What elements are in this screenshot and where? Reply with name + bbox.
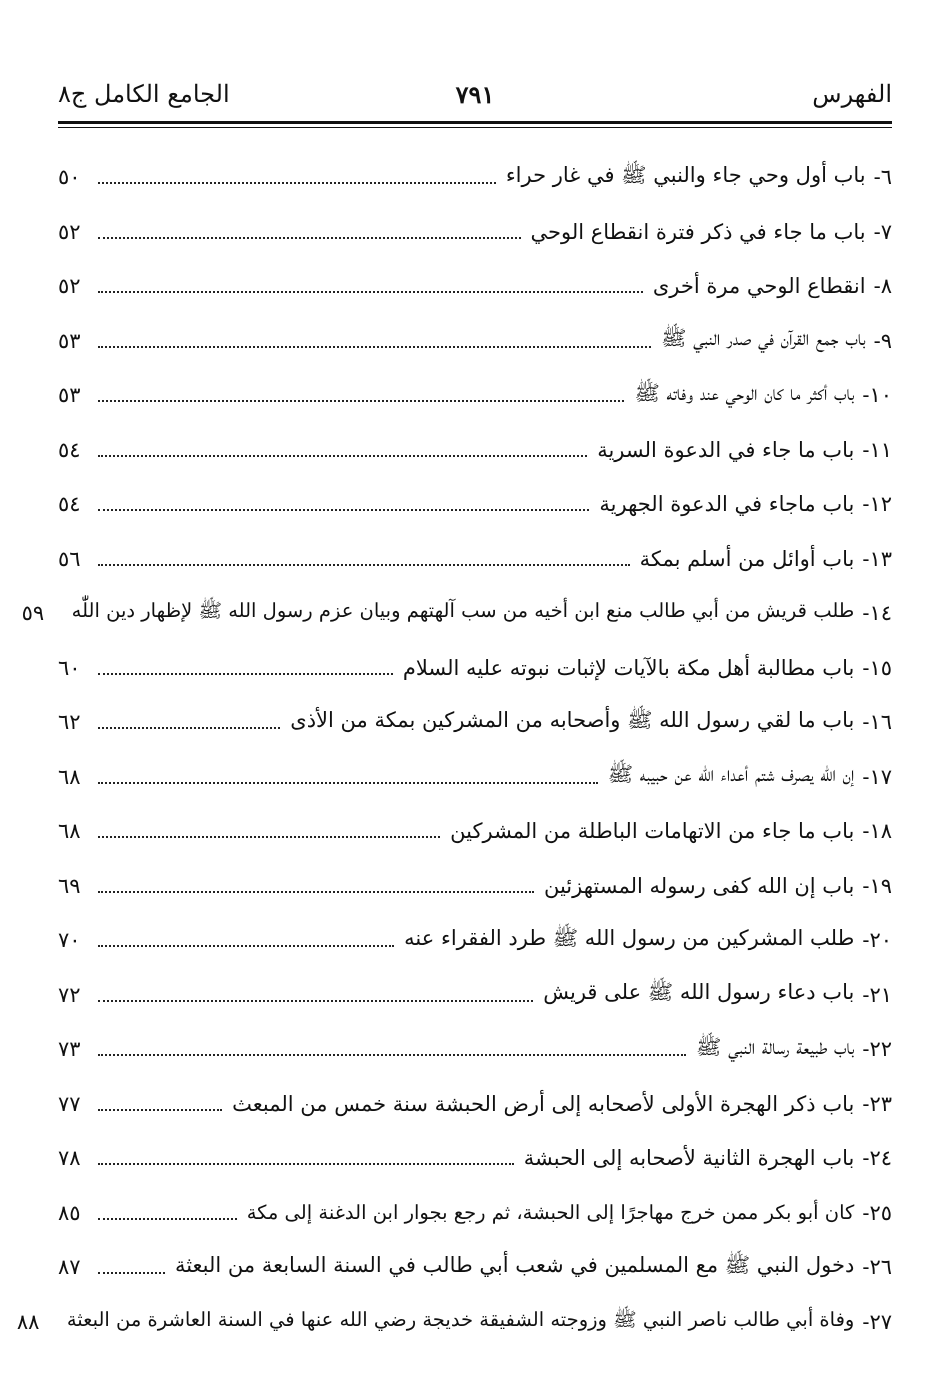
entry-number: ٩- bbox=[873, 328, 892, 353]
entry-title: باب أكثر ما كان الوحي عند وفاته ﷺ bbox=[634, 380, 855, 405]
toc-entry bbox=[58, 205, 892, 260]
entry-title: باب ما جاء من الاتهامات الباطلة من المشركين bbox=[450, 819, 855, 844]
dot-leader bbox=[98, 291, 643, 293]
dot-leader bbox=[98, 509, 589, 511]
dot-leader bbox=[98, 400, 624, 402]
toc-entry bbox=[58, 1131, 892, 1186]
entry-title: باب ما لقي رسول الله ﷺ وأصحابه من المشركين بمكة من الأذى bbox=[290, 707, 855, 732]
entry-number: ١٤- bbox=[862, 601, 892, 626]
toc-entry bbox=[58, 368, 892, 423]
entry-page-number: ٥٤ bbox=[58, 492, 81, 517]
entry-number: ١٩- bbox=[862, 873, 892, 898]
toc-entry bbox=[16, 1295, 892, 1350]
entry-title: طلب المشركين من رسول الله ﷺ طرد الفقراء عنه bbox=[404, 925, 855, 950]
dot-leader bbox=[98, 237, 521, 239]
table-of-contents bbox=[16, 150, 892, 1349]
toc-entry bbox=[58, 314, 892, 369]
entry-number: ٢٤- bbox=[862, 1146, 892, 1171]
entry-page-number: ٦٠ bbox=[58, 655, 81, 680]
section-title: الفهرس bbox=[812, 80, 892, 108]
entry-number: ١٥- bbox=[862, 655, 892, 680]
dot-leader bbox=[98, 1272, 165, 1274]
entry-number: ٢٠- bbox=[862, 928, 892, 953]
toc-entry bbox=[58, 1022, 892, 1077]
entry-title: وفاة أبي طالب ناصر النبي ﷺ وزوجته الشفيقة خديجة رضي الله عنها في السنة العاشرة من البعثة bbox=[66, 1307, 855, 1331]
entry-number: ١٠- bbox=[862, 383, 892, 408]
entry-title: باب أول وحي جاء والنبي ﷺ في غار حراء bbox=[505, 162, 866, 187]
entry-title: كان أبو بكر ممن خرج مهاجرًا إلى الحبشة، ثم رجع بجوار ابن الدغنة إلى مكة bbox=[246, 1201, 855, 1225]
entry-number: ٧- bbox=[873, 219, 892, 244]
entry-title: انقطاع الوحي مرة أخرى bbox=[652, 274, 866, 299]
entry-page-number: ٧٠ bbox=[58, 928, 81, 953]
toc-entry bbox=[58, 913, 892, 968]
dot-leader bbox=[98, 564, 630, 566]
entry-title: باب الهجرة الثانية لأصحابه إلى الحبشة bbox=[523, 1146, 855, 1171]
toc-entry bbox=[58, 259, 892, 314]
entry-page-number: ٥٠ bbox=[58, 165, 81, 190]
dot-leader bbox=[98, 1163, 514, 1165]
entry-number: ٢٥- bbox=[862, 1200, 892, 1225]
entry-title: باب أوائل من أسلم بمكة bbox=[639, 546, 855, 571]
toc-entry bbox=[58, 695, 892, 750]
dot-leader bbox=[98, 182, 496, 184]
page-number: ٧٩١ bbox=[455, 80, 495, 109]
dot-leader bbox=[98, 346, 651, 348]
entry-number: ١١- bbox=[862, 437, 892, 462]
entry-title: طلب قريش من أبي طالب منع ابن أخيه من سب آلهتهم وبيان عزم رسول الله ﷺ لإظهار دين اللّٰه bbox=[71, 599, 855, 623]
entry-page-number: ٧٨ bbox=[58, 1146, 81, 1171]
entry-title: باب إن الله كفى رسوله المستهزئين bbox=[543, 873, 855, 898]
entry-title: باب ما جاء في الدعوة السرية bbox=[597, 437, 855, 462]
entry-page-number: ٦٨ bbox=[58, 764, 81, 789]
entry-number: ٢٧- bbox=[862, 1309, 892, 1334]
toc-entry bbox=[58, 1240, 892, 1295]
header-rule-thin bbox=[58, 127, 892, 128]
toc-entry bbox=[21, 586, 892, 641]
entry-number: ١٢- bbox=[862, 492, 892, 517]
toc-entry bbox=[58, 750, 892, 805]
entry-page-number: ٥٢ bbox=[58, 219, 81, 244]
entry-number: ٢٢- bbox=[862, 1037, 892, 1062]
dot-leader bbox=[98, 455, 587, 457]
toc-entry bbox=[58, 1186, 892, 1241]
dot-leader bbox=[98, 836, 440, 838]
entry-page-number: ٧٧ bbox=[58, 1091, 81, 1116]
toc-entry bbox=[58, 532, 892, 587]
toc-entry bbox=[58, 804, 892, 859]
dot-leader bbox=[98, 782, 598, 784]
toc-entry bbox=[58, 150, 892, 205]
dot-leader bbox=[98, 727, 280, 729]
entry-page-number: ٦٩ bbox=[58, 873, 81, 898]
toc-entry bbox=[58, 477, 892, 532]
toc-entry bbox=[58, 859, 892, 914]
entry-number: ٢٦- bbox=[862, 1255, 892, 1280]
book-title: الجامع الكامل ج٨ bbox=[58, 80, 230, 108]
dot-leader bbox=[98, 945, 394, 947]
toc-entry bbox=[58, 1077, 892, 1132]
entry-number: ٢٣- bbox=[862, 1091, 892, 1116]
entry-number: ١٦- bbox=[862, 710, 892, 735]
entry-title: باب طبيعة رسالة النبي ﷺ bbox=[696, 1034, 855, 1059]
entry-title: باب مطالبة أهل مكة بالآيات لإثبات نبوته عليه السلام bbox=[402, 655, 855, 680]
dot-leader bbox=[98, 673, 393, 675]
page-header bbox=[58, 80, 892, 118]
entry-title: باب دعاء رسول الله ﷺ على قريش bbox=[543, 980, 855, 1005]
dot-leader bbox=[98, 1218, 237, 1220]
toc-entry bbox=[58, 968, 892, 1023]
dot-leader bbox=[98, 891, 534, 893]
toc-entry bbox=[58, 423, 892, 478]
entry-page-number: ٥٦ bbox=[58, 546, 81, 571]
entry-page-number: ٧٣ bbox=[58, 1037, 81, 1062]
entry-title: إن الله يصرف شتم أعداء الله عن حبيبه ﷺ bbox=[607, 762, 855, 787]
entry-number: ٢١- bbox=[862, 982, 892, 1007]
entry-page-number: ٥٩ bbox=[21, 601, 45, 626]
entry-page-number: ٨٧ bbox=[58, 1255, 81, 1280]
entry-title: باب ذكر الهجرة الأولى لأصحابه إلى أرض الحبشة سنة خمس من المبعث bbox=[232, 1091, 855, 1116]
entry-page-number: ٥٣ bbox=[58, 328, 81, 353]
entry-number: ٦- bbox=[873, 165, 892, 190]
entry-title: باب جمع القرآن في صدر النبي ﷺ bbox=[661, 326, 866, 351]
entry-number: ١٨- bbox=[862, 819, 892, 844]
entry-number: ١٧- bbox=[862, 764, 892, 789]
entry-number: ٨- bbox=[873, 274, 892, 299]
entry-page-number: ٥٢ bbox=[58, 274, 81, 299]
header-rule-thick bbox=[58, 121, 892, 124]
entry-title: باب ما جاء في ذكر فترة انقطاع الوحي bbox=[530, 219, 866, 244]
entry-page-number: ٥٤ bbox=[58, 437, 81, 462]
entry-title: دخول النبي ﷺ مع المسلمين في شعب أبي طالب في السنة السابعة من البعثة bbox=[174, 1252, 855, 1277]
entry-page-number: ٦٢ bbox=[58, 710, 81, 735]
dot-leader bbox=[98, 1000, 533, 1002]
entry-page-number: ٨٥ bbox=[58, 1200, 81, 1225]
entry-number: ١٣- bbox=[862, 546, 892, 571]
entry-page-number: ٨٨ bbox=[16, 1309, 40, 1334]
entry-title: باب ماجاء في الدعوة الجهرية bbox=[599, 492, 855, 517]
entry-page-number: ٧٢ bbox=[58, 982, 81, 1007]
toc-entry bbox=[58, 641, 892, 696]
entry-page-number: ٦٨ bbox=[58, 819, 81, 844]
dot-leader bbox=[98, 1054, 686, 1056]
entry-page-number: ٥٣ bbox=[58, 383, 81, 408]
dot-leader bbox=[98, 1109, 222, 1111]
